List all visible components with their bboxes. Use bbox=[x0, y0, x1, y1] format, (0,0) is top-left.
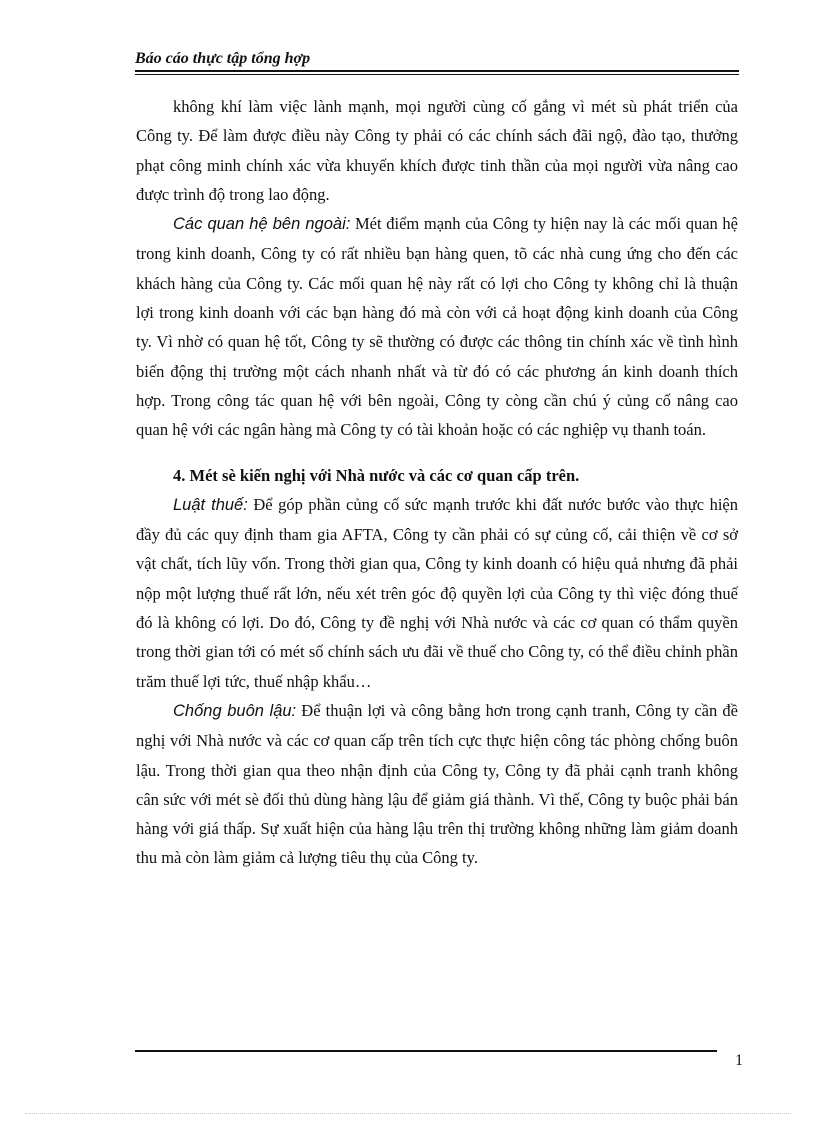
paragraph-lead-tax-law: Luật thuế: bbox=[173, 495, 248, 514]
page-header-title: Báo cáo thực tập tổng hợp bbox=[135, 50, 311, 67]
paragraph-anti-smuggling bbox=[136, 696, 738, 873]
paragraph-external-relations bbox=[136, 209, 738, 444]
page-number: 1 bbox=[735, 1052, 743, 1069]
paragraph-tax-law bbox=[136, 490, 738, 696]
paragraph-lead-external-relations: Các quan hệ bên ngoài: bbox=[173, 215, 351, 234]
footer-rule bbox=[135, 1050, 717, 1052]
paragraph-text-anti-smuggling: Để thuận lợi và công bằng hơn trong cạnh tranh, Công ty cần đề nghị với Nhà nước và các cơ quan cấp trên tích cực thực hiện công tác phòng chống buôn lậu. Trong thời gian qua theo nhận định của Công ty, Công ty đã phải cạnh tranh không cân sức với mét sè đối thủ dùng hàng lậu để giảm giá thành. Vì thế, Công ty buộc phải bán hàng với giá thấp. Sự xuất hiện của hàng lậu trên thị trường không những làm giảm doanh thu mà còn làm giảm cả lượng tiêu thụ của Công ty. bbox=[136, 700, 738, 868]
document-body bbox=[136, 92, 738, 873]
header-rule-thick bbox=[135, 70, 739, 72]
section-heading-recommendations: 4. Mét sè kiến nghị với Nhà nước và các cơ quan cấp trên. bbox=[173, 465, 580, 485]
paragraph-text-tax-law: Để góp phần củng cố sức mạnh trước khi đất nước bước vào thực hiện đầy đủ các quy định tham gia AFTA, Công ty cần phải có sự củng cố, cải thiện về cơ sở vật chất, tích lũy vốn. Trong thời gian qua, Công ty kinh doanh có hiệu quả nhưng đã phải nộp một lượng thuế rất lớn, nếu xét trên góc độ quyền lợi của Công ty thì việc đóng thuế đó là không có lợi. Do đó, Công ty đề nghị với Nhà nước và các cơ quan có thẩm quyền trong thời gian tới có mét số chính sách ưu đãi về thuế cho Công ty, có thể điều chỉnh phần trăm thuế lợi tức, thuế nhập khẩu… bbox=[136, 494, 738, 691]
page-edge-dotted-line bbox=[25, 1113, 791, 1114]
paragraph-lead-anti-smuggling: Chống buôn lậu: bbox=[173, 701, 297, 720]
paragraph-text-external-relations: Mét điểm mạnh của Công ty hiện nay là các mối quan hệ trong kinh doanh, Công ty có rất nhiều bạn hàng quen, tõ các nhà cung ứng cho đến các khách hàng của Công ty. Các mối quan hệ này rất có lợi cho Công ty không chỉ là thuận lợi trong kinh doanh với các bạn hàng đó mà còn với cả hoạt động kinh doanh của Công ty. Vì nhờ có quan hệ tốt, Công ty sẽ thường có được các thông tin chính xác về tình hình biến động thị trường một cách nhanh nhất và từ đó có các phương án kinh doanh thích hợp. Trong công tác quan hệ với bên ngoài, Công ty còng cần chú ý củng cố nâng cao quan hệ với các ngân hàng mà Công ty có tài khoản hoặc có các nghiệp vụ thanh toán. bbox=[136, 214, 738, 440]
header-rule-thin bbox=[135, 74, 739, 75]
paragraph-work-environment: không khí làm việc lành mạnh, mọi người cùng cố gắng vì mét sù phát triển của Công ty. Để làm được điều này Công ty phải có các chính sách đãi ngộ, đào tạo, thưởng phạt công minh chính xác vừa khuyến khích được tinh thần của mọi người vừa nâng cao được trình độ trong lao động. bbox=[136, 97, 738, 204]
